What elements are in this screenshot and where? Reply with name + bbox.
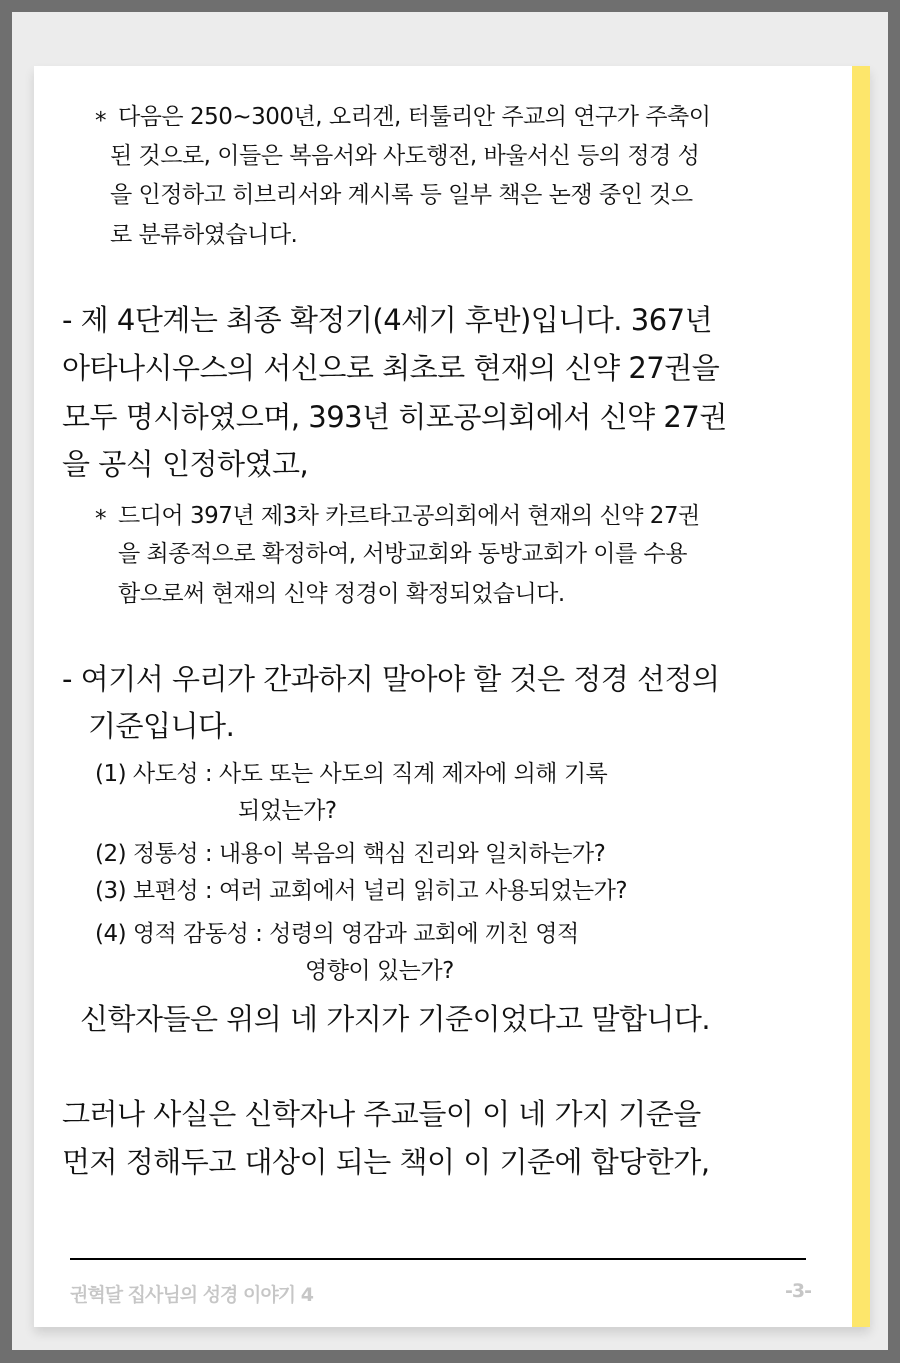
summary-line: 신학자들은 위의 네 가지가 기준이었다고 말합니다. [80, 1002, 711, 1036]
para-line: 먼저 정해두고 대상이 되는 책이 이 기준에 합당한가, [62, 1145, 710, 1179]
criterion: (1) 사도성 : 사도 또는 사도의 직계 제자에 의해 기록 [95, 761, 608, 787]
criterion: 영향이 있는가? [305, 958, 454, 984]
note-line: 다음은 250~300년, 오리겐, 터툴리안 주교의 연구가 주축이 [118, 104, 711, 130]
criterion: (2) 정통성 : 내용이 복음의 핵심 진리와 일치하는가? [95, 841, 606, 867]
footer-divider [70, 1258, 806, 1260]
para-line: 모두 명시하였으며, 393년 히포공의회에서 신약 27권 [62, 400, 727, 434]
note-line: 된 것으로, 이들은 복음서와 사도행전, 바울서신 등의 정경 성 [110, 143, 700, 169]
yellow-edge-bar [852, 66, 870, 1327]
para-line: - 여기서 우리가 간과하지 말아야 할 것은 정경 선정의 [62, 662, 720, 696]
note-line: 함으로써 현재의 신약 정경이 확정되었습니다. [118, 581, 565, 607]
note-line: 을 인정하고 히브리서와 계시록 등 일부 책은 논쟁 중인 것으 [110, 182, 693, 208]
para-line: 그러나 사실은 신학자나 주교들이 이 네 가지 기준을 [62, 1097, 701, 1131]
document-page [34, 66, 870, 1327]
criterion: (3) 보편성 : 여러 교회에서 널리 읽히고 사용되었는가? [95, 878, 628, 904]
note-line: 을 최종적으로 확정하여, 서방교회와 동방교회가 이를 수용 [118, 541, 687, 567]
para-line: - 제 4단계는 최종 확정기(4세기 후반)입니다. 367년 [62, 303, 713, 337]
para-line: 을 공식 인정하였고, [62, 447, 309, 481]
page-number: -3- [785, 1280, 811, 1302]
note-line: 로 분류하였습니다. [110, 222, 298, 248]
footer-title: 권혁달 집사님의 성경 이야기 4 [70, 1284, 313, 1306]
note-marker: * [95, 108, 106, 134]
note-marker: * [95, 506, 106, 532]
criterion: (4) 영적 감동성 : 성령의 영감과 교회에 끼친 영적 [95, 921, 579, 947]
para-line: 기준입니다. [88, 709, 235, 743]
criterion: 되었는가? [238, 798, 337, 824]
para-line: 아타나시우스의 서신으로 최초로 현재의 신약 27권을 [62, 351, 720, 385]
note-line: 드디어 397년 제3차 카르타고공의회에서 현재의 신약 27권 [118, 503, 700, 529]
